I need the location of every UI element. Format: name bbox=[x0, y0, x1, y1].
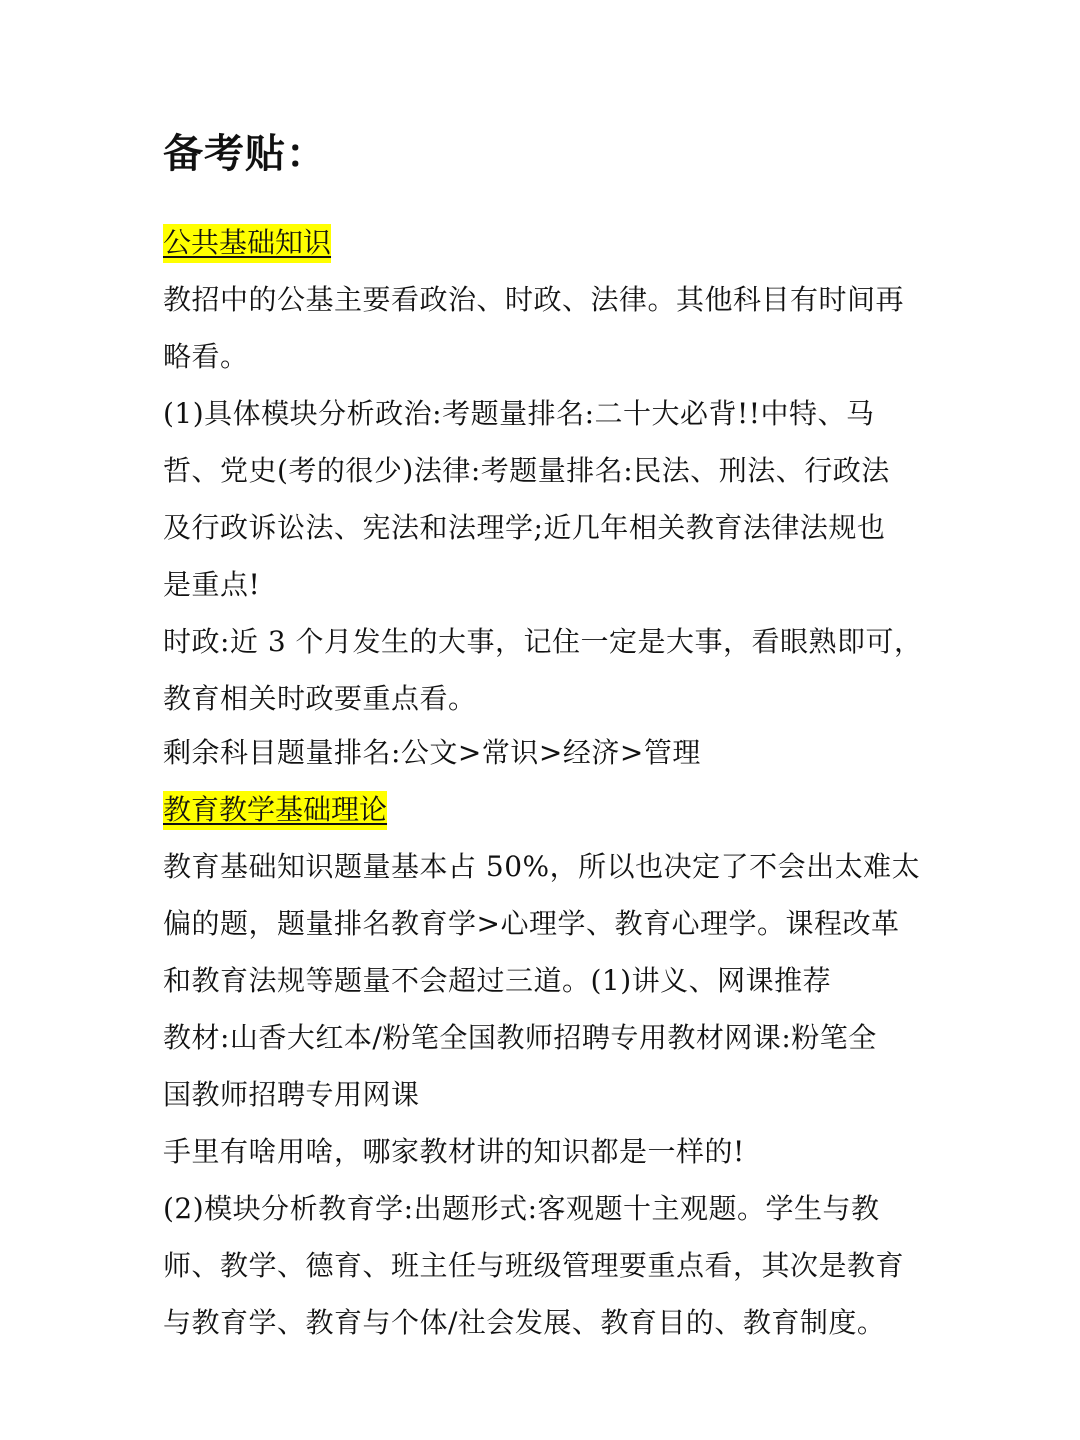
paragraph-line: 偏的题，题量排名教育学>心理学、教育心理学。课程改革 bbox=[163, 907, 900, 940]
paragraph-line: 教育基础知识题量基本占 50%，所以也决定了不会出太难太 bbox=[163, 850, 921, 883]
paragraph-line: (1)具体模块分析政治:考题量排名:二十大必背!!中特、马 bbox=[163, 397, 875, 430]
paragraph-line: 教招中的公基主要看政治、时政、法律。其他科目有时间再 bbox=[163, 283, 905, 316]
paragraph-line: 略看。 bbox=[163, 340, 249, 373]
paragraph-line: 是重点! bbox=[163, 568, 261, 601]
page-title: 备考贴： bbox=[163, 131, 327, 177]
paragraph-line: 教育相关时政要重点看。 bbox=[163, 682, 477, 715]
paragraph-line: 哲、党史(考的很少)法律:考题量排名:民法、刑法、行政法 bbox=[163, 454, 890, 487]
paragraph-line: 剩余科目题量排名:公文>常识>经济>管理 bbox=[163, 736, 701, 769]
paragraph-line: 国教师招聘专用网课 bbox=[163, 1078, 420, 1111]
section-heading-education-theory bbox=[163, 788, 387, 832]
paragraph-line: 时政:近 3 个月发生的大事，记住一定是大事，看眼熟即可， bbox=[163, 625, 923, 658]
highlighted-heading-text: 公共基础知识 bbox=[163, 224, 331, 263]
paragraph-line: 教材:山香大红本/粉笔全国教师招聘专用教材网课:粉笔全 bbox=[163, 1021, 877, 1054]
paragraph-line: 与教育学、教育与个体/社会发展、教育目的、教育制度。 bbox=[163, 1306, 886, 1339]
paragraph-line: 和教育法规等题量不会超过三道。(1)讲义、网课推荐 bbox=[163, 964, 832, 997]
highlighted-heading-text: 教育教学基础理论 bbox=[163, 791, 387, 830]
section-heading-public-basics bbox=[163, 221, 331, 265]
paragraph-line: 及行政诉讼法、宪法和法理学;近几年相关教育法律法规也 bbox=[163, 511, 886, 544]
paragraph-line: 手里有啥用啥，哪家教材讲的知识都是一样的! bbox=[163, 1135, 745, 1168]
paragraph-line: 师、教学、德育、班主任与班级管理要重点看，其次是教育 bbox=[163, 1249, 905, 1282]
paragraph-line: (2)模块分析教育学:出题形式:客观题十主观题。学生与教 bbox=[163, 1192, 880, 1225]
